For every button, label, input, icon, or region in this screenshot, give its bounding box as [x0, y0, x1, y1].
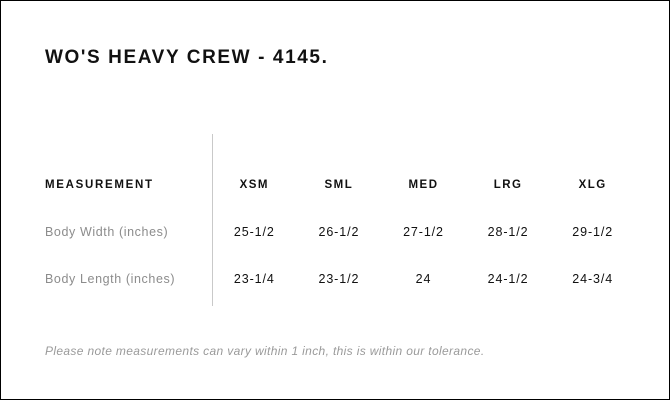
table-row: [45, 208, 635, 255]
column-header-xlg: XLG: [578, 178, 607, 191]
cell-body-width-sml: 26-1/2: [318, 224, 360, 239]
cell-body-width-xlg: 29-1/2: [572, 224, 614, 239]
page-title: WO'S HEAVY CREW - 4145.: [45, 47, 329, 68]
table-header-row: [45, 161, 635, 208]
column-header-med: MED: [408, 178, 439, 191]
cell-body-length-xsm: 23-1/4: [233, 271, 275, 286]
cell-body-length-xlg: 24-3/4: [572, 271, 614, 286]
cell-body-length-lrg: 24-1/2: [487, 271, 529, 286]
row-label-body-length: Body Length (inches): [45, 271, 176, 286]
cell-body-length-sml: 23-1/2: [318, 271, 360, 286]
size-chart-table: [45, 161, 635, 302]
cell-body-width-med: 27-1/2: [403, 224, 444, 239]
cell-body-length-med: 24: [415, 271, 432, 286]
cell-body-width-lrg: 28-1/2: [487, 224, 529, 239]
column-header-sml: SML: [324, 178, 354, 191]
cell-body-width-xsm: 25-1/2: [233, 224, 275, 239]
table-row: [45, 255, 635, 302]
column-header-xsm: XSM: [239, 178, 269, 191]
column-header-measurement: MEASUREMENT: [45, 178, 154, 191]
row-label-body-width: Body Width (inches): [45, 224, 169, 239]
column-header-lrg: LRG: [493, 178, 523, 191]
tolerance-note: Please note measurements can vary within 1 inch, this is within our tolerance.: [45, 344, 485, 358]
